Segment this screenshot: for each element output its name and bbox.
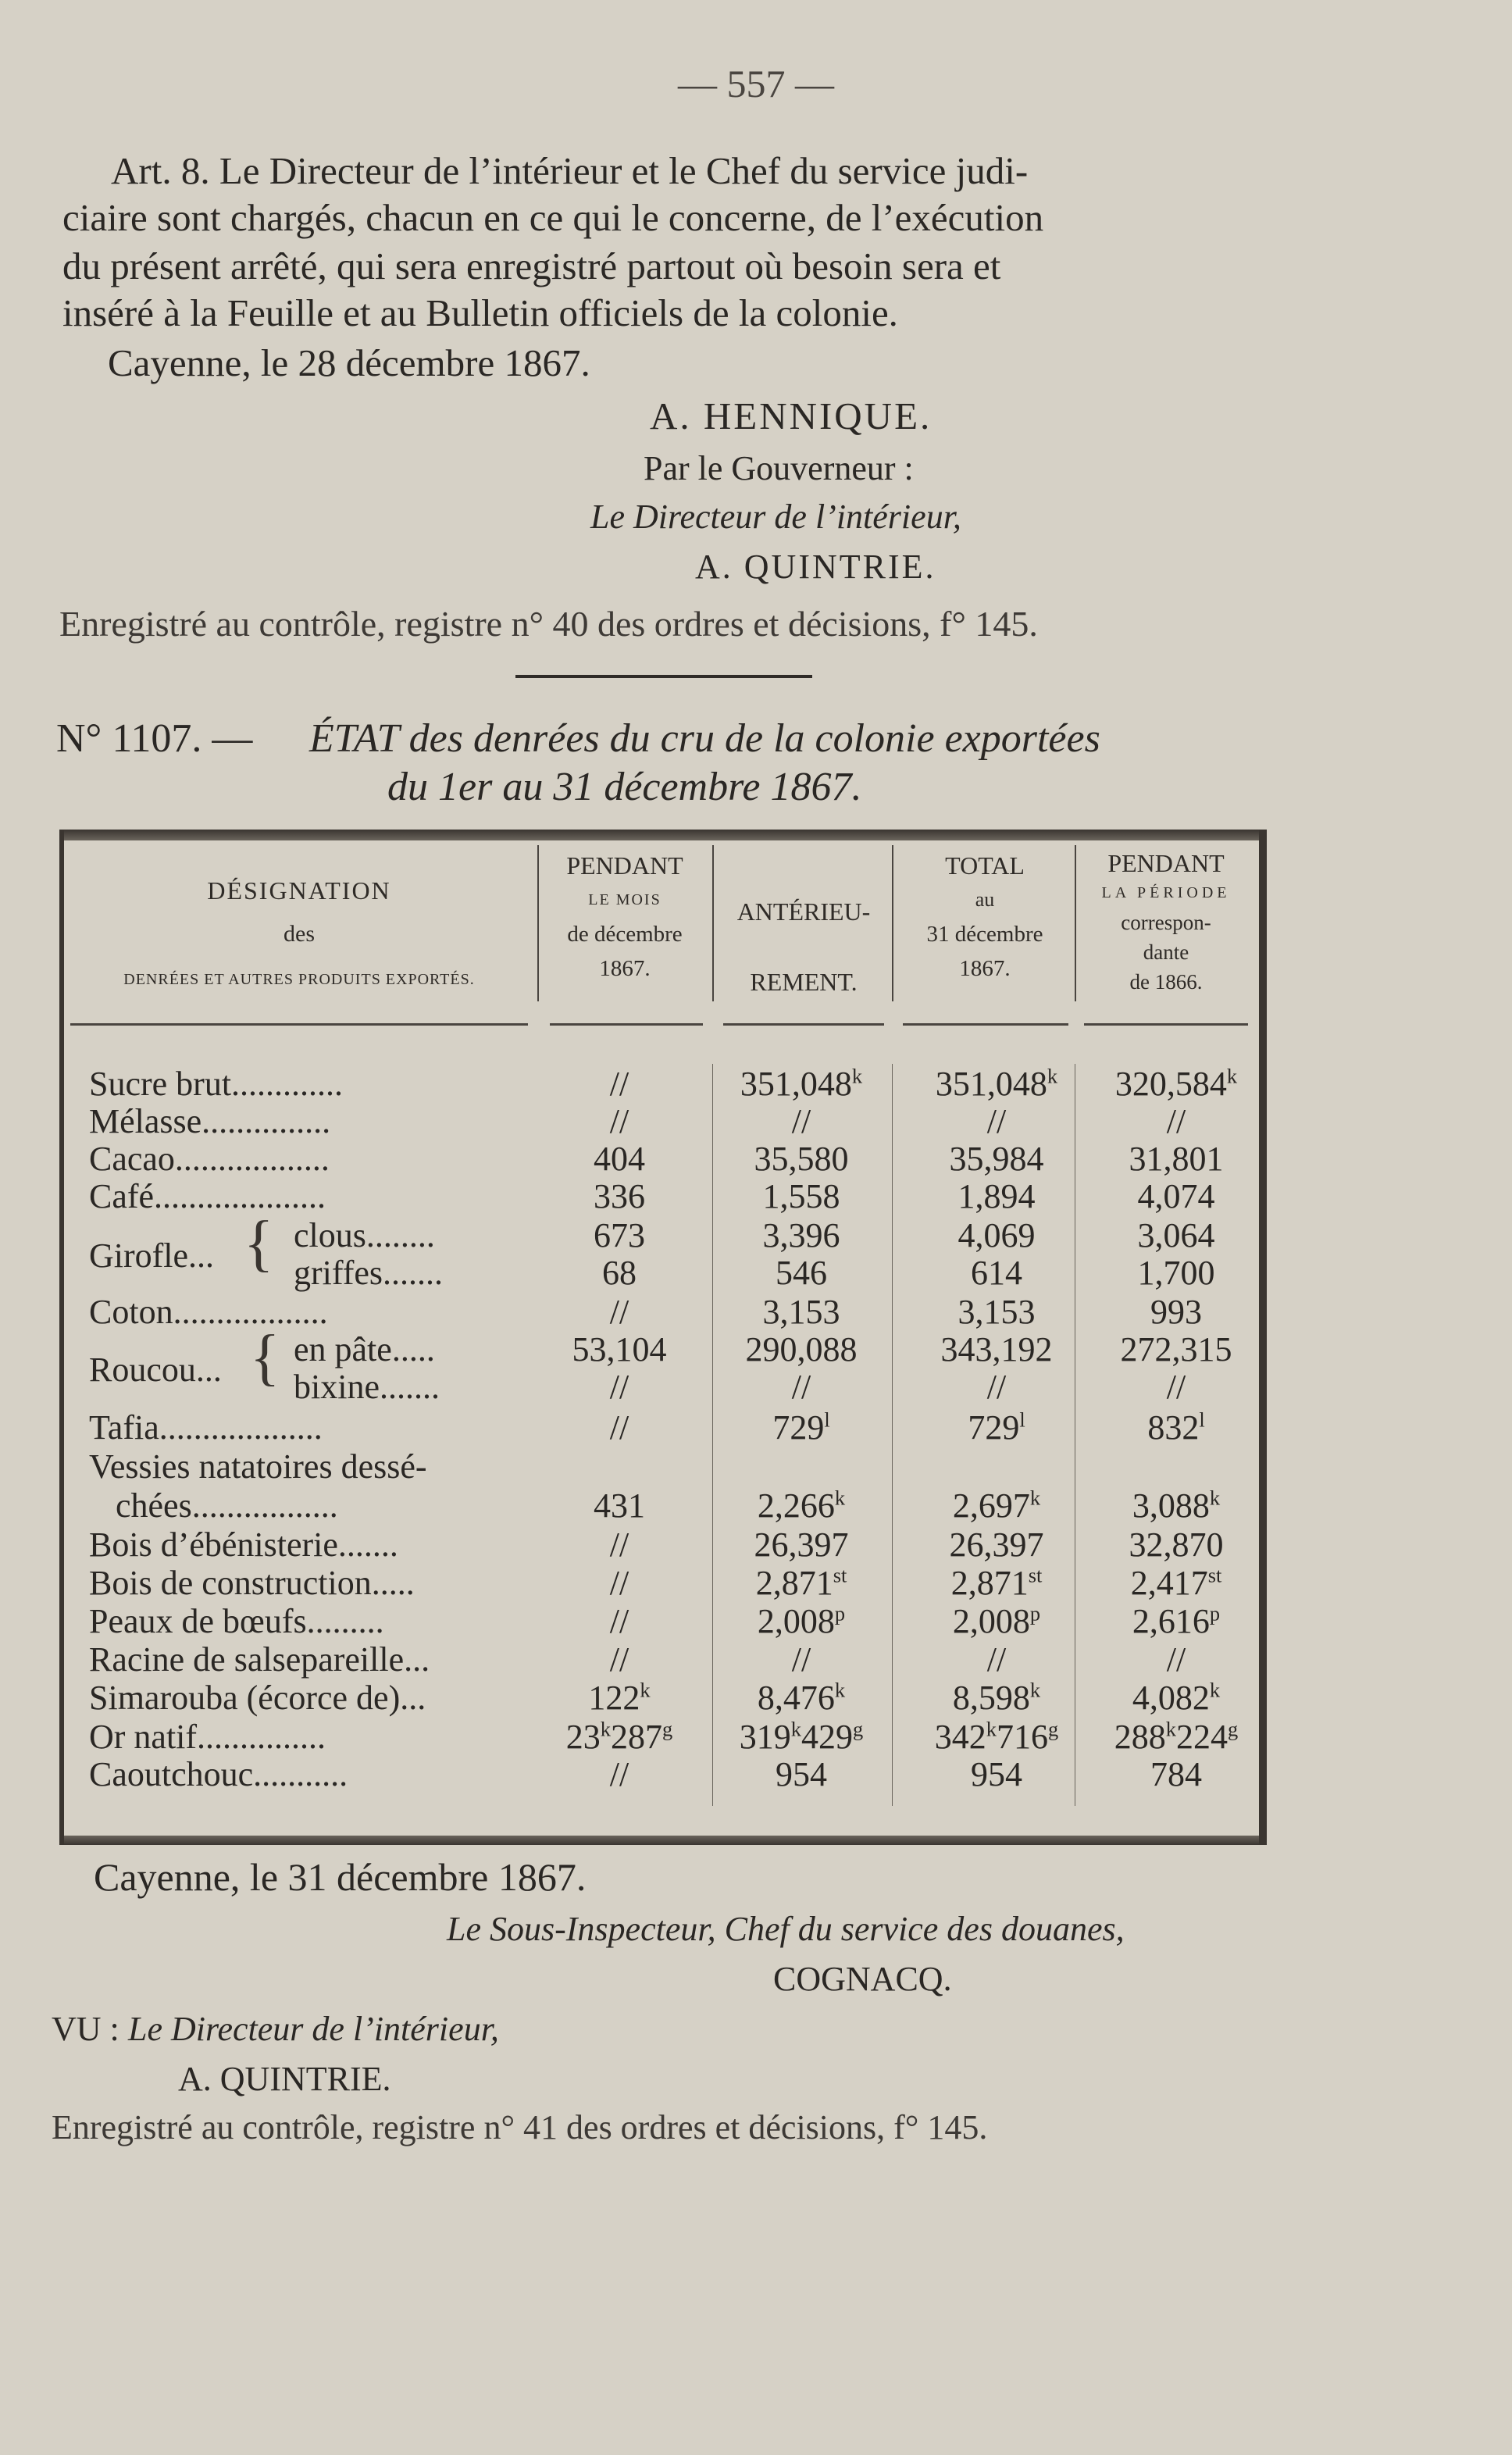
etat-title-line-1: ÉTAT des denrées du cru de la colonie exportées [309, 716, 1100, 761]
unit: p [1029, 1601, 1041, 1625]
value: 4,074 [1137, 1177, 1215, 1215]
cell-col4 [1098, 1717, 1254, 1757]
unit: g [1048, 1717, 1059, 1741]
cell-col4 [1098, 1408, 1254, 1447]
value: 32,870 [1129, 1525, 1224, 1564]
cell-col2 [708, 1139, 895, 1179]
value: // [1166, 1102, 1186, 1140]
table-row [59, 1601, 1267, 1639]
row-label: Racine de salsepareille... [89, 1640, 430, 1679]
cell-col2 [708, 1563, 895, 1603]
row-label: Bois de construction..... [89, 1564, 415, 1602]
col2-header-a: ANTÉRIEU- [736, 897, 871, 926]
value: 1,558 [762, 1177, 840, 1215]
roucou-brace: { [250, 1323, 280, 1392]
cell-col4 [1098, 1678, 1254, 1718]
signatory-cognacq: COGNACQ. [773, 1960, 952, 1998]
cell-col2: // [791, 1368, 811, 1406]
cell-col4: // [1166, 1368, 1186, 1406]
cell-col1: 431 [594, 1486, 645, 1525]
header-divider [1075, 845, 1076, 1001]
unit: k [834, 1678, 846, 1702]
cell-col1: // [609, 1602, 629, 1640]
col3-header-d: 1867. [959, 956, 1011, 981]
cell-col4 [1098, 1640, 1254, 1679]
table-row [59, 1563, 1267, 1600]
row-label: Mélasse............... [89, 1102, 331, 1140]
col1-header-c: de décembre [567, 922, 683, 947]
cell-col1: // [609, 1102, 629, 1140]
value: 26,397 [949, 1525, 1044, 1564]
col3-header-b: au [975, 888, 995, 911]
col2-header [717, 876, 890, 1017]
article-line-4: inséré à la Feuille et au Bulletin officiels de la colonie. [62, 291, 898, 334]
registration-1: Enregistré au contrôle, registre n° 40 des ordres et décisions, f° 145. [59, 604, 1038, 644]
header-underline [723, 1023, 884, 1026]
table-row [59, 1329, 1267, 1367]
value-kg: 319 [739, 1718, 791, 1756]
value: 122 [588, 1679, 640, 1717]
unit: k [1165, 1717, 1176, 1741]
cell-col2: 954 [776, 1755, 827, 1793]
table-row [59, 1139, 1267, 1176]
cell-col4: 1,700 [1137, 1254, 1215, 1292]
cell-col3 [903, 1563, 1090, 1603]
signatory-quintrie-2: A. QUINTRIE. [178, 2060, 391, 2098]
designation-header [70, 876, 528, 989]
table-row [59, 1101, 1267, 1139]
unit: k [1047, 1064, 1058, 1088]
cell-col1: // [609, 1640, 629, 1679]
unit: g [662, 1717, 673, 1741]
cell-col1: // [609, 1755, 629, 1793]
value-kg: 342 [934, 1718, 986, 1756]
unit: k [1029, 1486, 1041, 1510]
unit: k [1226, 1064, 1238, 1088]
unit: k [1209, 1678, 1221, 1702]
row-label-continued: chées................. [116, 1486, 338, 1525]
signatory-hennique: A. HENNIQUE. [650, 394, 933, 437]
cell-col1: // [609, 1408, 629, 1447]
col4-header-b: LA PÉRIODE [1101, 884, 1231, 901]
unit: k [1209, 1486, 1221, 1510]
article-line-2: ciaire sont chargés, chacun en ce qui le concerne, de l’exécution [62, 196, 1044, 239]
cell-col2: 290,088 [745, 1330, 858, 1368]
unit: k [790, 1717, 801, 1741]
value-g: 287 [611, 1718, 662, 1756]
etat-title-line-2: du 1er au 31 décembre 1867. [387, 765, 862, 809]
cell-col3 [903, 1064, 1090, 1104]
unit: k [640, 1678, 651, 1702]
par-le-gouverneur: Par le Gouverneur : [644, 449, 914, 487]
cell-col4: 993 [1150, 1293, 1202, 1331]
value: 2,616 [1132, 1602, 1210, 1640]
table-row [59, 1408, 1267, 1445]
cell-col1: 68 [602, 1254, 637, 1292]
value: 8,476 [757, 1679, 835, 1717]
cell-col2 [708, 1408, 895, 1447]
cell-col3 [903, 1176, 1090, 1216]
cell-col2 [708, 1678, 895, 1718]
cell-col2 [708, 1601, 895, 1641]
cell-col4: 784 [1150, 1755, 1202, 1793]
cell-col4 [1098, 1486, 1254, 1525]
sous-inspecteur-title: Le Sous-Inspecteur, Chef du service des douanes, [447, 1910, 1125, 1948]
unit: st [1028, 1563, 1043, 1587]
col3-header [897, 848, 1073, 986]
value: 35,984 [949, 1140, 1044, 1178]
col4-header-c: correspon- [1121, 911, 1211, 934]
separator-rule [515, 675, 812, 678]
row-label: Coton.................. [89, 1293, 328, 1331]
value-kg: 23 [565, 1718, 601, 1756]
table-border-bottom [59, 1836, 1267, 1845]
col4-header-a: PENDANT [1107, 849, 1225, 877]
unit: l [1019, 1408, 1025, 1432]
cell-col3 [903, 1678, 1090, 1718]
table-row [59, 1215, 1267, 1253]
cell-col2 [708, 1486, 895, 1525]
cell-col2: 546 [776, 1254, 827, 1292]
girofle-brace: { [244, 1209, 274, 1278]
cell-col3 [903, 1408, 1090, 1447]
cell-col2 [708, 1064, 895, 1104]
article-line-3: du présent arrêté, qui sera enregistré partout où besoin sera et [62, 244, 1001, 287]
header-underline [903, 1023, 1068, 1026]
cell-col3: 4,069 [957, 1216, 1036, 1254]
value: // [986, 1102, 1007, 1140]
table-border-top [59, 830, 1267, 840]
cell-col1: // [609, 1525, 629, 1564]
value: 2,697 [952, 1486, 1030, 1525]
value: 2,871 [755, 1564, 833, 1602]
value: 2,008 [757, 1602, 835, 1640]
registration-2: Enregistré au contrôle, registre n° 41 des ordres et décisions, f° 145. [52, 2108, 988, 2146]
table-row [59, 1367, 1267, 1404]
cell-col2 [708, 1640, 895, 1679]
cell-col3: 954 [971, 1755, 1022, 1793]
unit: k [851, 1064, 863, 1088]
row-label: Cacao.................. [89, 1140, 330, 1178]
value: // [986, 1640, 1007, 1679]
unit: l [824, 1408, 830, 1432]
table-row [59, 1292, 1267, 1329]
cell-col1: 404 [594, 1140, 645, 1178]
value: 832 [1147, 1408, 1200, 1447]
col1-header-d: 1867. [599, 956, 651, 981]
unit: g [853, 1717, 864, 1741]
header-divider [537, 845, 539, 1001]
table-row [59, 1678, 1267, 1715]
row-label: Café.................... [89, 1177, 326, 1215]
value: 729 [772, 1408, 825, 1447]
col1-header-a: PENDANT [566, 851, 683, 880]
unit: k [986, 1717, 997, 1741]
value: 4,082 [1132, 1679, 1210, 1717]
table-row [59, 1064, 1267, 1101]
value: 2,871 [950, 1564, 1029, 1602]
table-row [59, 1640, 1267, 1677]
row-label: Bois d’ébénisterie....... [89, 1525, 398, 1564]
place-date-2: Cayenne, le 31 décembre 1867. [94, 1855, 587, 1899]
header-divider [892, 845, 893, 1001]
col4-header [1078, 848, 1254, 997]
value-g: 429 [801, 1718, 853, 1756]
cell-col1: // [609, 1368, 629, 1406]
unit: k [600, 1717, 611, 1741]
cell-col1: 336 [594, 1177, 645, 1215]
table-row [59, 1253, 1267, 1290]
cell-col1: // [609, 1065, 629, 1103]
cell-col2: 3,153 [762, 1293, 840, 1331]
article-line-1: Art. 8. Le Directeur de l’intérieur et le Chef du service judi- [111, 149, 1029, 192]
girofle-label: Girofle... [89, 1236, 215, 1275]
table-row [59, 1176, 1267, 1214]
cell-col2: 3,396 [762, 1216, 840, 1254]
cell-col1 [537, 1678, 701, 1718]
cell-col3 [903, 1101, 1090, 1141]
cell-col4 [1098, 1601, 1254, 1641]
value: 3,088 [1132, 1486, 1210, 1525]
directeur-title-1: Le Directeur de l’intérieur, [590, 498, 961, 536]
header-underline [70, 1023, 528, 1026]
vu-directeur-title: Le Directeur de l’intérieur, [128, 2010, 499, 2048]
cell-col2 [708, 1176, 895, 1216]
unit: st [1207, 1563, 1222, 1587]
unit: p [834, 1601, 846, 1625]
value: 351,048 [740, 1065, 852, 1103]
col1-header-b: LE MOIS [588, 891, 662, 908]
table-row [59, 1525, 1267, 1562]
cell-col1: // [609, 1293, 629, 1331]
row-label: Vessies natatoires dessé- [89, 1447, 427, 1486]
designation-header-mid: des [284, 921, 315, 947]
value: 320,584 [1114, 1065, 1227, 1103]
row-label: Tafia................... [89, 1408, 323, 1447]
cell-col4 [1098, 1139, 1254, 1179]
value: // [791, 1640, 811, 1679]
vu-label: VU : [52, 2010, 119, 2048]
row-label: Peaux de bœufs......... [89, 1602, 384, 1640]
roucou-sub-en-pate: en pâte..... [294, 1330, 435, 1368]
cell-col4 [1098, 1064, 1254, 1104]
cell-col1: 673 [594, 1216, 645, 1254]
cell-col4 [1098, 1563, 1254, 1603]
col2-header-b: REMENT. [750, 968, 858, 996]
girofle-sub-griffes: griffes....... [294, 1254, 444, 1292]
col4-header-e: de 1866. [1129, 970, 1203, 994]
cell-col4 [1098, 1176, 1254, 1216]
cell-col2 [708, 1101, 895, 1141]
value: 35,580 [754, 1140, 849, 1178]
cell-col3: 614 [971, 1254, 1022, 1292]
cell-col2 [708, 1717, 895, 1757]
value: 2,266 [757, 1486, 835, 1525]
page-number: — 557 — [678, 62, 834, 105]
etat-number: N° 1107. — [56, 716, 253, 761]
cell-col3: // [986, 1368, 1007, 1406]
cell-col4: 3,064 [1137, 1216, 1215, 1254]
row-label: Sucre brut............. [89, 1065, 344, 1103]
unit: l [1199, 1408, 1205, 1432]
signatory-quintrie-1: A. QUINTRIE. [695, 548, 936, 586]
value: 2,008 [952, 1602, 1030, 1640]
cell-col1: // [609, 1564, 629, 1602]
cell-col4 [1098, 1101, 1254, 1141]
header-underline [550, 1023, 703, 1026]
value-g: 224 [1176, 1718, 1228, 1756]
value: 26,397 [754, 1525, 849, 1564]
cell-col3 [903, 1717, 1090, 1757]
cell-col3 [903, 1486, 1090, 1525]
cell-col1: 53,104 [572, 1330, 667, 1368]
designation-header-top: DÉSIGNATION [207, 876, 391, 905]
col3-header-c: 31 décembre [926, 922, 1043, 947]
unit: p [1209, 1601, 1221, 1625]
col4-header-d: dante [1143, 940, 1189, 964]
col1-header [542, 848, 708, 986]
row-label: Simarouba (écorce de)... [89, 1679, 426, 1717]
value: 351,048 [935, 1065, 1047, 1103]
value-kg: 288 [1114, 1718, 1166, 1756]
cell-col3: 3,153 [957, 1293, 1036, 1331]
place-date-1: Cayenne, le 28 décembre 1867. [108, 341, 590, 384]
table-row [59, 1754, 1267, 1792]
row-label: Caoutchouc........... [89, 1755, 348, 1793]
cell-col3: 343,192 [940, 1330, 1053, 1368]
cell-col4: 272,315 [1120, 1330, 1232, 1368]
unit: st [833, 1563, 847, 1587]
header-underline [1084, 1023, 1248, 1026]
cell-col3 [903, 1525, 1090, 1565]
value: 2,417 [1130, 1564, 1208, 1602]
roucou-label: Roucou... [89, 1351, 222, 1389]
value: 31,801 [1129, 1140, 1224, 1178]
row-label: Or natif............... [89, 1718, 326, 1756]
girofle-sub-clous: clous........ [294, 1216, 435, 1254]
header-divider [712, 845, 714, 1001]
designation-header-bottom: DENRÉES ET AUTRES PRODUITS EXPORTÉS. [123, 971, 475, 988]
table-row [59, 1486, 1267, 1523]
exports-table [59, 830, 1267, 1845]
cell-col3 [903, 1601, 1090, 1641]
unit: k [834, 1486, 846, 1510]
roucou-sub-bixine: bixine....... [294, 1368, 440, 1406]
value-g: 716 [997, 1718, 1048, 1756]
unit: k [1029, 1678, 1041, 1702]
table-row [59, 1717, 1267, 1754]
cell-col4 [1098, 1525, 1254, 1565]
cell-col1 [537, 1717, 701, 1757]
value: // [791, 1102, 811, 1140]
cell-col3 [903, 1640, 1090, 1679]
value: // [1166, 1640, 1186, 1679]
table-row [59, 1447, 1267, 1484]
value: 1,894 [957, 1177, 1036, 1215]
value: 8,598 [952, 1679, 1030, 1717]
cell-col2 [708, 1525, 895, 1565]
unit: g [1228, 1717, 1239, 1741]
value: 729 [968, 1408, 1020, 1447]
cell-col3 [903, 1139, 1090, 1179]
col3-header-a: TOTAL [945, 851, 1025, 880]
